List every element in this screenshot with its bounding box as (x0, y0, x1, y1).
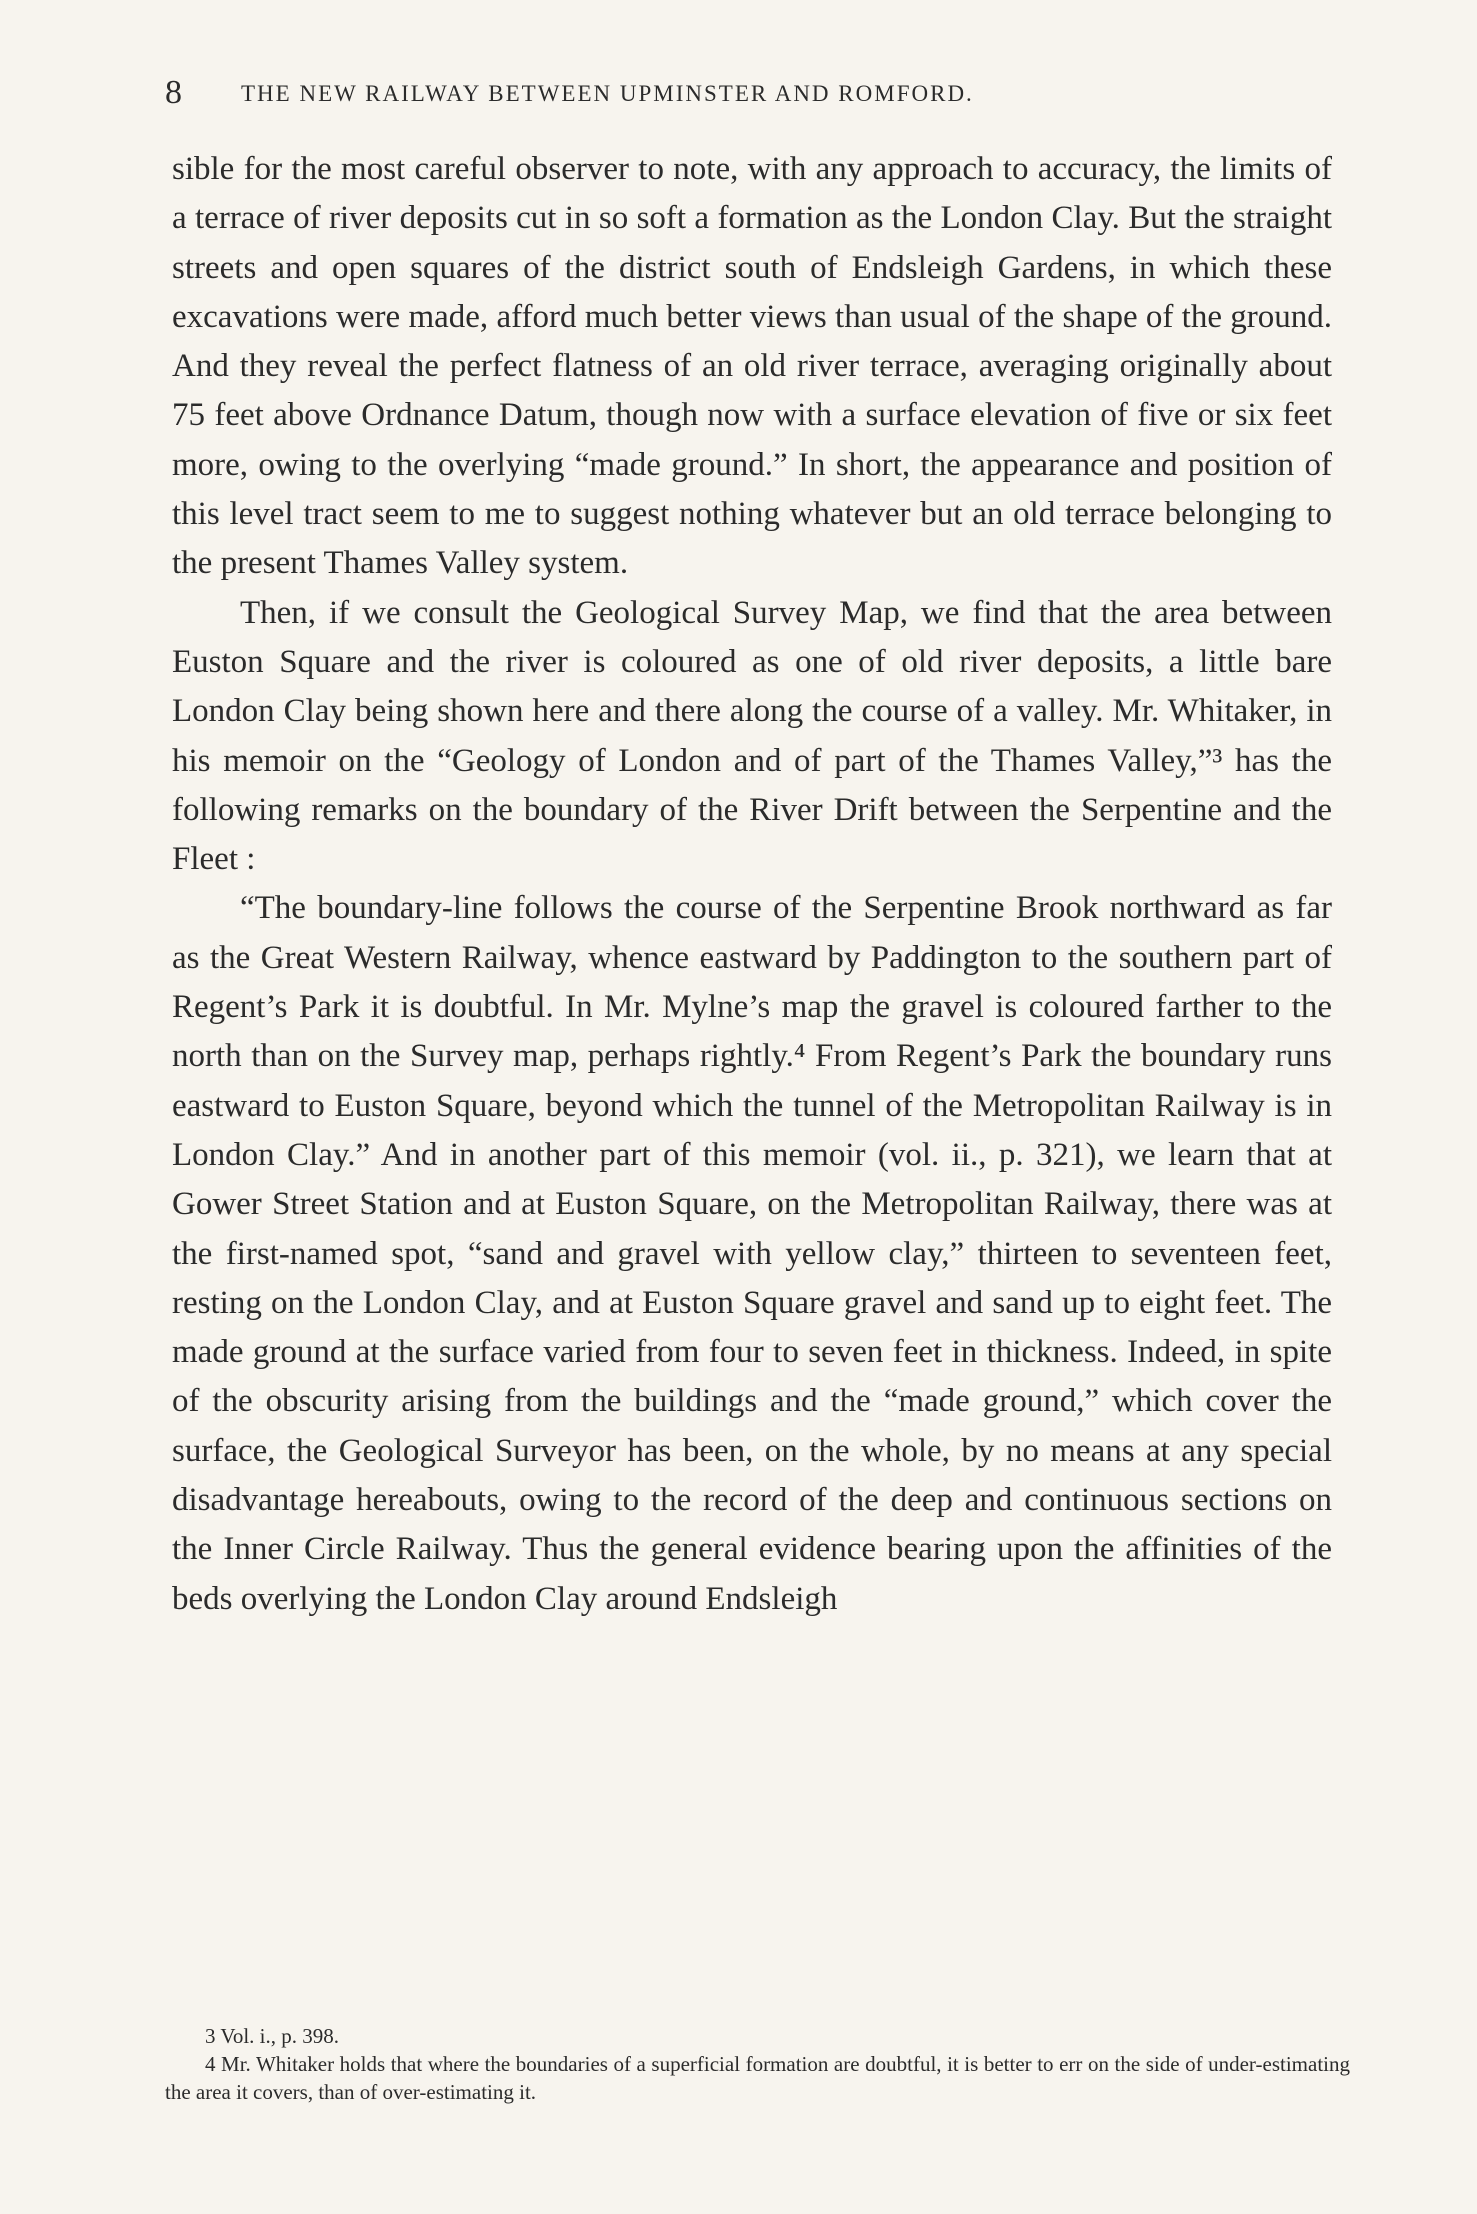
body-text (172, 145, 1332, 1624)
paragraph-3: “The boundary-line follows the course of the Serpentine Brook northward as far as the Great Western Railway, whence eastward by Paddington to the southern part of Regent’s Park it is doubtful. In Mr. Mylne’s map the gravel is coloured farther to the north than on the Survey map, perhaps rightly.⁴ From Regent’s Park the boundary runs eastward to Euston Square, beyond which the tunnel of the Metropolitan Railway is in London Clay.” And in another part of this memoir (vol. ii., p. 321), we learn that at Gower Street Station and at Euston Square, on the Metropolitan Railway, there was at the first-named spot, “sand and gravel with yellow clay,” thirteen to seventeen feet, resting on the London Clay, and at Euston Square gravel and sand up to eight feet. The made ground at the surface varied from four to seven feet in thickness. Indeed, in spite of the obscurity arising from the buildings and the “made ground,” which cover the surface, the Geological Surveyor has been, on the whole, by no means at any special disadvantage hereabouts, owing to the record of the deep and continuous sections on the Inner Circle Railway. Thus the general evidence bearing upon the affinities of the beds overlying the London Clay around Endsleigh (172, 890, 1332, 1617)
footnotes (165, 2022, 1350, 2106)
page-number: 8 (165, 74, 182, 111)
running-head: THE NEW RAILWAY BETWEEN UPMINSTER AND ROMFORD. (241, 81, 974, 106)
paragraph-2: Then, if we consult the Geological Survey Map, we find that the area between Euston Square and the river is coloured as one of old river deposits, a little bare London Clay being shown here and there along the course of a valley. Mr. Whitaker, in his memoir on the “Geology of London and of part of the Thames Valley,”³ has the following remarks on the boundary of the River Drift between the Serpentine and the Fleet : (172, 594, 1332, 878)
footnote-4: 4 Mr. Whitaker holds that where the boundaries of a superficial formation are doubtful, it is better to err on the side of under-estimating the area it covers, than of over-estimating it. (165, 2052, 1350, 2104)
paragraph-1: sible for the most careful observer to note, with any approach to accuracy, the limits of a terrace of river deposits cut in so soft a formation as the London Clay. But the straight streets and open squares of the district south of Endsleigh Gardens, in which these excavations were made, afford much better views than usual of the shape of the ground. And they reveal the perfect flatness of an old river terrace, averaging originally about 75 feet above Ordnance Datum, though now with a surface elevation of five or six feet more, owing to the overlying “made ground.” In short, the appearance and position of this level tract seem to me to suggest nothing whatever but an old terrace belonging to the present Thames Valley system. (172, 151, 1332, 582)
page-header (165, 68, 1337, 118)
footnote-3: 3 Vol. i., p. 398. (205, 2024, 339, 2048)
